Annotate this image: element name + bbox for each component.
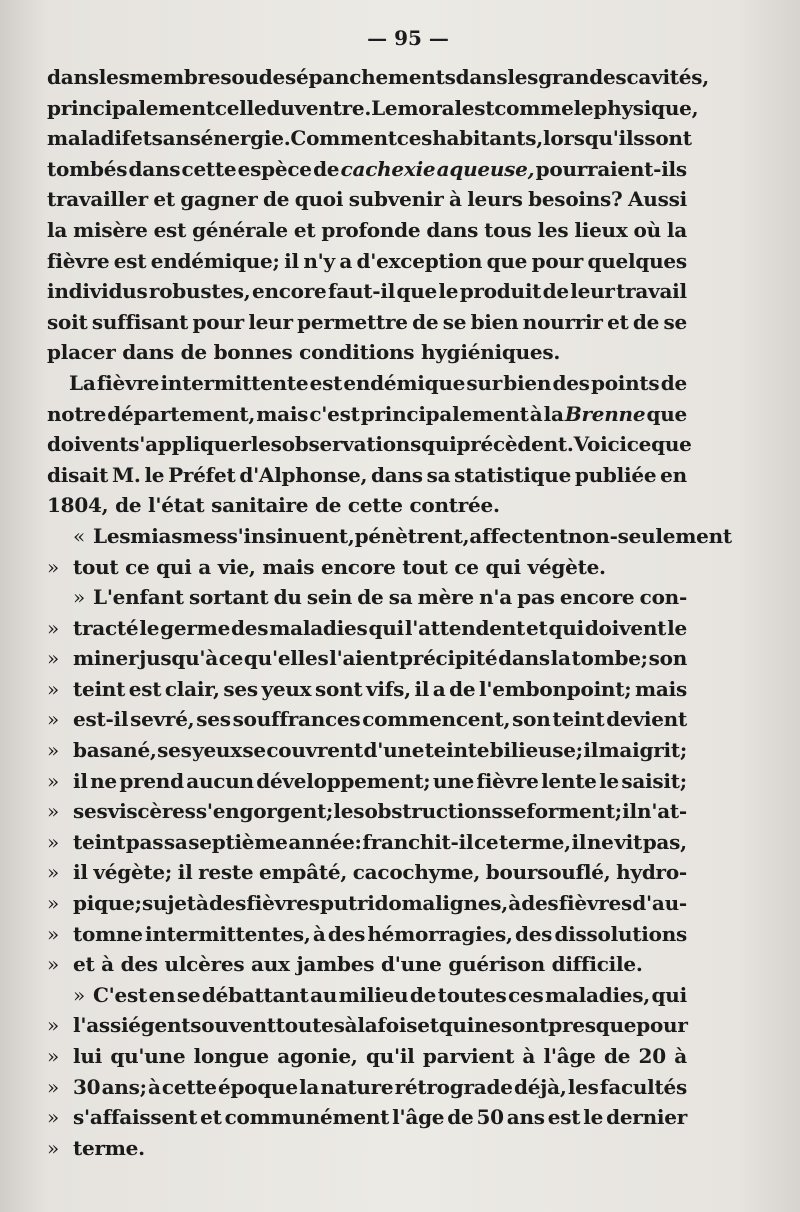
text-line: disait M. le Préfet d'Alphonse, dans sa statistique publiée en	[47, 462, 687, 487]
quote-mark: »	[47, 891, 59, 916]
quote-mark: »	[47, 921, 59, 946]
text-line: » et à des ulcères aux jambes d'une guérison difficile.	[47, 949, 687, 980]
text-line: travailler et gagner de quoi subvenir à leurs besoins? Aussi	[47, 187, 687, 212]
quote-mark: »	[73, 585, 85, 610]
quote-mark: »	[47, 676, 59, 701]
quote-mark: »	[47, 738, 59, 763]
text-line: » L'enfant sortant du sein de sa mère n'a pas encore con-	[47, 582, 687, 613]
text-line: » pique; sujet à des fièvres putridomalignes, à des fièvres d'au-	[47, 888, 687, 919]
quote-mark: »	[47, 1013, 59, 1038]
quote-mark: »	[47, 952, 59, 977]
text-line: La fièvre intermittente est endémique sur bien des points de	[69, 370, 687, 395]
quote-mark: »	[47, 1105, 59, 1130]
text-line: fièvre est endémique; il n'y a d'exception que pour quelques	[47, 248, 687, 273]
quote-mark: »	[47, 646, 59, 671]
text-line: principalement celle du ventre. Le moral est comme le physique,	[47, 95, 699, 120]
quote-mark: »	[47, 768, 59, 793]
text-line: doivent s'appliquer les observations qui précèdent. Voici ce que	[47, 432, 692, 457]
text-line: » ses viscères s'engorgent; les obstructions se forment; il n'at-	[47, 796, 687, 827]
text-line: » l'assiégent souvent toutes à la fois et qui ne sont presque pour	[47, 1010, 687, 1041]
text-line: 1804, de l'état sanitaire de cette contrée.	[47, 493, 500, 518]
text-line: » basané, ses yeux se couvrent d'une teinte bilieuse; il maigrit;	[47, 735, 687, 766]
text-line: » 30 ans; à cette époque la nature rétrograde déjà, les facultés	[47, 1072, 687, 1103]
quote-mark: »	[47, 1074, 59, 1099]
text-line: « Les miasmes s'insinuent, pénètrent, affectent non-seulement	[47, 521, 687, 552]
text-line: dans les membres ou des épanchements dans les grandes cavités,	[47, 65, 709, 89]
quote-mark: »	[73, 982, 85, 1007]
text-line: » il ne prend aucun développement; une fièvre lente le saisit;	[47, 766, 687, 797]
text-line: placer dans de bonnes conditions hygiéniques.	[47, 340, 561, 365]
text-line: » teint pas sa septième année: franchit-il ce terme, il ne vit pas,	[47, 827, 687, 858]
quote-mark: »	[47, 707, 59, 732]
text-line: la misère est générale et profonde dans tous les lieux où la	[47, 217, 687, 242]
text-line: » tout ce qui a vie, mais encore tout ce qui végète.	[47, 552, 687, 583]
text-line: » tracté le germe des maladies qui l'attendent et qui doivent le	[47, 613, 687, 644]
text-line: » miner jusqu'à ce qu'elles l'aient précipité dans la tombe; son	[47, 643, 687, 674]
quote-mark: »	[47, 799, 59, 824]
text-line: » terme.	[47, 1133, 687, 1164]
text-line: » C'est en se débattant au milieu de toutes ces maladies, qui	[47, 980, 687, 1011]
text-line: tombés dans cette espèce de cachexie aqueuse, pourraient-ils	[47, 156, 687, 181]
text-line: maladif et sans énergie. Comment ces habitants, lorsqu'ils sont	[47, 126, 692, 151]
quote-mark: «	[73, 523, 85, 548]
text-line: soit suffisant pour leur permettre de se bien nourrir et de se	[47, 309, 687, 334]
quote-mark: »	[47, 615, 59, 640]
text-line: » s'affaissent et communément l'âge de 50 ans est le dernier	[47, 1102, 687, 1133]
page-number: — 95 —	[367, 26, 449, 50]
quote-mark: »	[47, 1135, 59, 1160]
quote-mark: »	[47, 1044, 59, 1068]
text-line: » tomne intermittentes, à des hémorragies, des dissolutions	[47, 919, 687, 950]
quote-mark: »	[47, 829, 59, 854]
text-line: individus robustes, encore faut-il que le produit de leur travail	[47, 279, 687, 304]
body-text	[47, 62, 732, 1163]
text-line: » il végète; il reste empâté, cacochyme, boursouflé, hydro-	[47, 857, 687, 888]
quote-mark: »	[47, 554, 59, 579]
quote-mark: »	[47, 860, 59, 885]
text-line: » teint est clair, ses yeux sont vifs, il a de l'embonpoint; mais	[47, 674, 687, 705]
text-line: » est-il sevré, ses souffrances commencent, son teint devient	[47, 704, 687, 735]
text-line: notre département, mais c'est principalement à la Brenne que	[47, 401, 687, 426]
text-line: » lui qu'une longue agonie, qu'il parvient à l'âge de 20 à	[47, 1041, 687, 1072]
